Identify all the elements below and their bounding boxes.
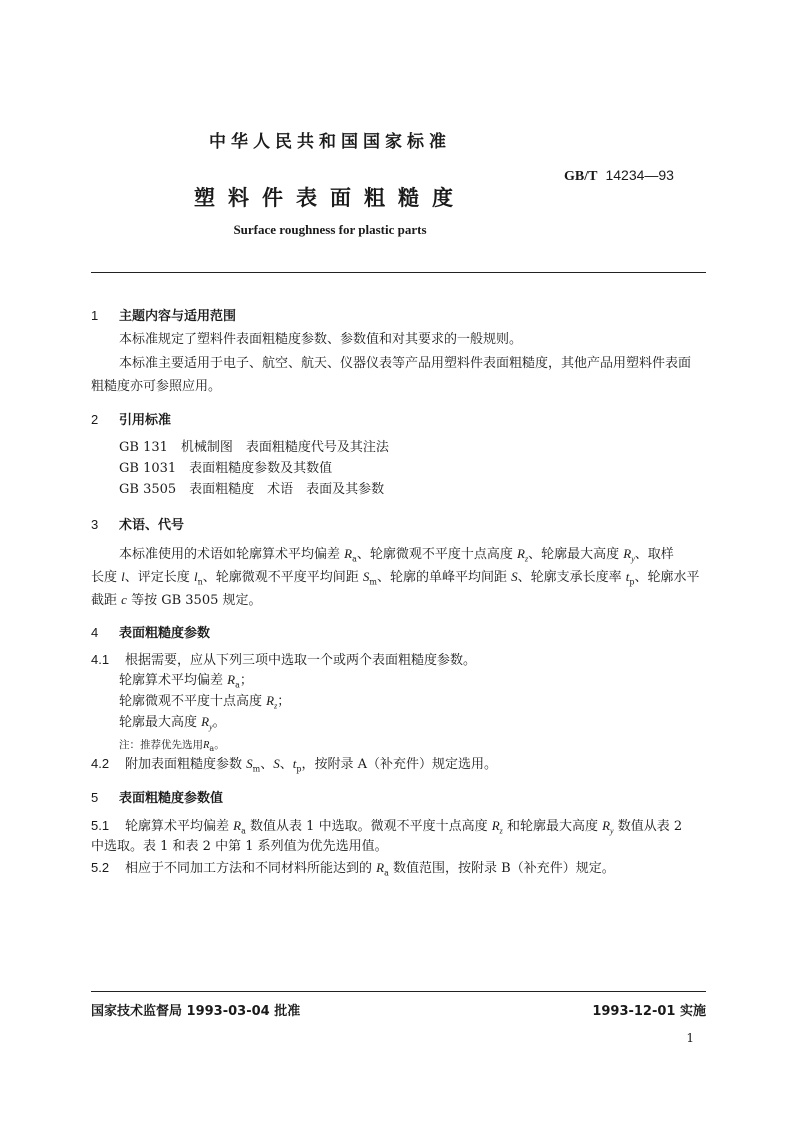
footer-divider [91, 991, 706, 992]
section-3-title: 术语、代号 [119, 518, 185, 533]
section-2-heading [91, 409, 171, 428]
section-3-line-3: 截距 c 等按 GB 3505 规定。 [91, 592, 262, 608]
section-1-number: 1 [91, 308, 99, 323]
clause-5-1-line-1: 5.1 轮廓算术平均偏差 $R_a$ 数值从表 1 中选取。微观不平度十点高度 $R_z$ 和轮廓最大高度 $R_y$ 数值从表 2 [91, 818, 683, 836]
doc-number-value: 14234—93 [605, 167, 674, 183]
clause-5-1-line-2: 中选取。表 1 和表 2 中第 1 系列值为优先选用值。 [91, 839, 388, 854]
clause-number: 5.2 [91, 860, 110, 875]
clause-number: 5.1 [91, 818, 110, 833]
header-divider [91, 272, 706, 273]
section-3-line-1: 本标准使用的术语如轮廓算术平均偏差 $R_a$、轮廓微观不平度十点高度 $R_z$、轮廓最大高度 $R_y$、取样 [119, 546, 674, 564]
note: 注：推荐优先选用$R_a$。 [119, 739, 225, 754]
implementation-date: 1993-12-01 实施 [592, 1004, 706, 1019]
clause-number: 4.1 [91, 652, 110, 667]
section-1-title: 主题内容与适用范围 [119, 309, 237, 324]
section-4-title: 表面粗糙度参数 [119, 626, 211, 641]
standard-name: 中华人民共和国国家标准 [209, 132, 451, 152]
section-1-paragraph-2-line-2: 粗糙度亦可参照应用。 [91, 379, 222, 394]
reference-title: 机械制图 表面粗糙度代号及其注法 [180, 440, 389, 455]
reference-title: 表面粗糙度 术语 表面及其参数 [189, 482, 385, 497]
document-title: 塑料件表面粗糙度 [194, 185, 466, 210]
reference-code: GB 1031 [119, 461, 177, 476]
section-4-heading [91, 622, 210, 641]
document-title-english: Surface roughness for plastic parts [233, 222, 427, 237]
reference-title: 表面粗糙度参数及其数值 [189, 461, 333, 476]
reference-item [119, 482, 384, 498]
section-3-line-2: 长度 l、评定长度 $l_n$、轮廓微观不平度平均间距 $S_m$、轮廓的单峰平均间距 S、轮廓支承长度率 $t_p$、轮廓水平 [91, 569, 700, 587]
parameter-item-ra: 轮廓算术平均偏差 $R_a$； [119, 672, 253, 690]
reference-item [119, 461, 332, 477]
clause-number: 4.2 [91, 756, 110, 771]
clause-5-2: 5.2 相应于不同加工方法和不同材料所能达到的 $R_a$ 数值范围，按附录 B（补充件）规定。 [91, 860, 615, 878]
section-1-paragraph-2-line-1: 本标准主要适用于电子、航空、航天、仪器仪表等产品用塑料件表面粗糙度，其他产品用塑料件表面 [119, 356, 692, 371]
section-5-title: 表面粗糙度参数值 [119, 791, 224, 806]
section-2-number: 2 [91, 412, 99, 427]
reference-item [119, 440, 389, 456]
doc-prefix: GB/T [564, 169, 598, 184]
approval-date: 国家技术监督局 1993-03-04 批准 [91, 1004, 301, 1019]
parameter-item-rz: 轮廓微观不平度十点高度 $R_z$； [119, 693, 291, 711]
section-3-number: 3 [91, 517, 99, 532]
section-2-title: 引用标准 [119, 413, 172, 428]
section-5-number: 5 [91, 790, 99, 805]
section-4-number: 4 [91, 625, 99, 640]
clause-4-1: 4.1 根据需要，应从下列三项中选取一个或两个表面粗糙度参数。 [91, 652, 477, 668]
section-1-heading [91, 305, 236, 324]
section-3-heading [91, 514, 184, 533]
page-number: 1 [686, 1031, 694, 1045]
section-1-paragraph-1: 本标准规定了塑料件表面粗糙度参数、参数值和对其要求的一般规则。 [119, 332, 523, 347]
parameter-item-ry: 轮廓最大高度 $R_y$。 [119, 714, 226, 732]
clause-4-2: 4.2 附加表面粗糙度参数 $S_m$、S、$t_p$，按附录 A（补充件）规定选用。 [91, 756, 498, 774]
section-5-heading [91, 787, 223, 806]
reference-code: GB 131 [119, 440, 168, 455]
reference-code: GB 3505 [119, 482, 177, 497]
